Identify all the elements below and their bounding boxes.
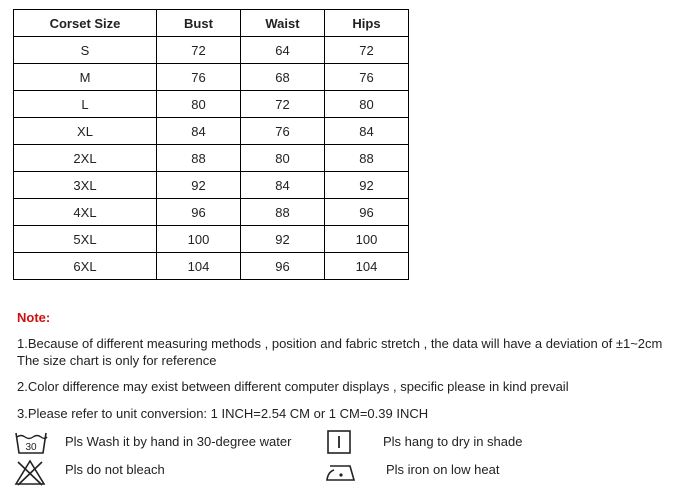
table-row bbox=[14, 172, 409, 199]
wash-temp-text: 30 bbox=[25, 442, 37, 453]
cell-waist: 92 bbox=[241, 226, 325, 253]
cell-hips: 104 bbox=[325, 253, 409, 280]
care-iron-label: Pls iron on low heat bbox=[386, 462, 500, 477]
cell-size: 6XL bbox=[14, 253, 157, 280]
cell-waist: 80 bbox=[241, 145, 325, 172]
cell-size: 5XL bbox=[14, 226, 157, 253]
cell-bust: 84 bbox=[157, 118, 241, 145]
cell-waist: 84 bbox=[241, 172, 325, 199]
cell-hips: 80 bbox=[325, 91, 409, 118]
cell-size: XL bbox=[14, 118, 157, 145]
header-corset-size: Corset Size bbox=[14, 10, 157, 37]
size-chart-table bbox=[13, 9, 409, 280]
cell-hips: 76 bbox=[325, 64, 409, 91]
cell-hips: 100 bbox=[325, 226, 409, 253]
cell-bust: 104 bbox=[157, 253, 241, 280]
table-header-row bbox=[14, 10, 409, 37]
cell-bust: 80 bbox=[157, 91, 241, 118]
cell-size: S bbox=[14, 37, 157, 64]
care-bleach-label: Pls do not bleach bbox=[65, 462, 165, 477]
header-waist: Waist bbox=[241, 10, 325, 37]
cell-waist: 72 bbox=[241, 91, 325, 118]
no-bleach-icon bbox=[14, 458, 46, 486]
cell-size: 3XL bbox=[14, 172, 157, 199]
header-bust: Bust bbox=[157, 10, 241, 37]
note-line-3: 3.Please refer to unit conversion: 1 INCH=2.54 CM or 1 CM=0.39 INCH bbox=[17, 406, 429, 421]
cell-bust: 100 bbox=[157, 226, 241, 253]
cell-hips: 88 bbox=[325, 145, 409, 172]
note-line-1b: The size chart is only for reference bbox=[17, 353, 217, 368]
cell-hips: 96 bbox=[325, 199, 409, 226]
table-row bbox=[14, 253, 409, 280]
cell-bust: 92 bbox=[157, 172, 241, 199]
iron-low-heat-icon bbox=[324, 460, 358, 482]
table-row bbox=[14, 226, 409, 253]
cell-waist: 64 bbox=[241, 37, 325, 64]
cell-bust: 72 bbox=[157, 37, 241, 64]
table-row bbox=[14, 118, 409, 145]
table-row bbox=[14, 145, 409, 172]
care-dry-label: Pls hang to dry in shade bbox=[383, 434, 523, 449]
care-wash-label: Pls Wash it by hand in 30-degree water bbox=[65, 434, 292, 449]
cell-waist: 96 bbox=[241, 253, 325, 280]
cell-hips: 92 bbox=[325, 172, 409, 199]
note-title: Note: bbox=[17, 310, 51, 325]
header-hips: Hips bbox=[325, 10, 409, 37]
table-row bbox=[14, 199, 409, 226]
cell-size: L bbox=[14, 91, 157, 118]
cell-waist: 68 bbox=[241, 64, 325, 91]
cell-bust: 76 bbox=[157, 64, 241, 91]
cell-hips: 84 bbox=[325, 118, 409, 145]
cell-size: M bbox=[14, 64, 157, 91]
cell-hips: 72 bbox=[325, 37, 409, 64]
cell-waist: 76 bbox=[241, 118, 325, 145]
hand-wash-30-icon bbox=[14, 429, 48, 455]
cell-bust: 88 bbox=[157, 145, 241, 172]
cell-size: 2XL bbox=[14, 145, 157, 172]
hang-dry-shade-icon bbox=[327, 430, 351, 454]
table-row bbox=[14, 64, 409, 91]
table-row bbox=[14, 91, 409, 118]
table-row bbox=[14, 37, 409, 64]
cell-waist: 88 bbox=[241, 199, 325, 226]
note-line-2: 2.Color difference may exist between different computer displays , specific please in kind prevail bbox=[17, 379, 569, 394]
cell-bust: 96 bbox=[157, 199, 241, 226]
note-line-1: 1.Because of different measuring methods , position and fabric stretch , the data will have a deviation of ±1~2cm bbox=[17, 336, 663, 351]
cell-size: 4XL bbox=[14, 199, 157, 226]
